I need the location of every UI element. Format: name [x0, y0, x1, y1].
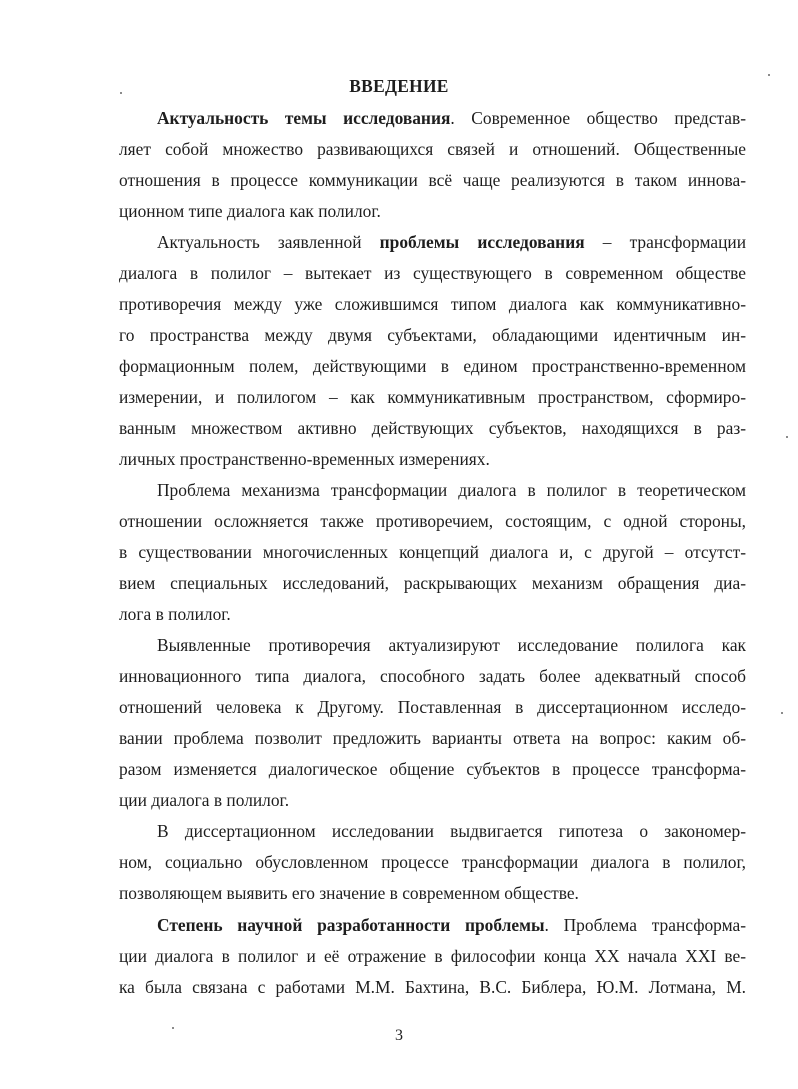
text-line: Актуальность темы исследования. Современное общество представ- — [157, 108, 747, 128]
text-line: ном, социально обусловленном процессе трансформации диалога в полилог, — [119, 852, 746, 872]
text-line: разом изменяется диалогическое общение субъектов в процессе трансформа- — [119, 759, 746, 779]
text-line: противоречия между уже сложившимся типом диалога как коммуникативно- — [119, 294, 746, 314]
text-line: диалога в полилог – вытекает из существующего в современном обществе — [119, 263, 746, 283]
page-title: ВВЕДЕНИЕ — [349, 76, 449, 96]
text-line: измерении, и полилогом – как коммуникативным пространством, сформиро- — [119, 387, 746, 407]
text-line: ции диалога в полилог и её отражение в философии конца XX начала XXI ве- — [119, 946, 746, 966]
text-line: отношений человека к Другому. Поставленная в диссертационном исследо- — [119, 697, 746, 717]
text-line: Проблема механизма трансформации диалога в полилог в теоретическом — [157, 480, 746, 500]
scan-speck — [172, 1027, 174, 1029]
text-line: вием специальных исследований, раскрывающих механизм обращения диа- — [119, 573, 746, 593]
scan-speck — [786, 436, 788, 438]
text-line: личных пространственно-временных измерениях. — [119, 449, 490, 469]
scan-speck — [781, 712, 783, 714]
text-line: ции диалога в полилог. — [119, 790, 290, 810]
text-line: позволяющем выявить его значение в современном обществе. — [119, 883, 579, 903]
text-line: инновационного типа диалога, способного задать более адекватный способ — [119, 666, 746, 686]
bold-heading: Актуальность темы исследования — [157, 108, 451, 128]
text-line: в существовании многочисленных концепций диалога и, с другой – отсутст- — [119, 542, 746, 562]
text-line: отношения в процессе коммуникации всё чаще реализуются в таком иннова- — [119, 170, 746, 190]
text-line: В диссертационном исследовании выдвигается гипотеза о закономер- — [157, 821, 746, 841]
text-line: отношении осложняется также противоречием, состоящим, с одной стороны, — [119, 511, 746, 531]
text-line: вании проблема позволит предложить варианты ответа на вопрос: каким об- — [119, 728, 746, 748]
text-line: ка была связана с работами М.М. Бахтина, В.С. Библера, Ю.М. Лотмана, М. — [119, 977, 746, 997]
text-line: ционном типе диалога как полилог. — [119, 201, 381, 221]
bold-term: проблемы исследования — [379, 232, 585, 252]
scan-speck — [768, 74, 770, 76]
scan-speck — [120, 92, 122, 94]
text-line: Степень научной разработанности проблемы. Проблема трансформа- — [157, 915, 746, 935]
text-line: лога в полилог. — [119, 604, 231, 624]
bold-heading: Степень научной разработанности проблемы — [157, 915, 545, 935]
text-line: Выявленные противоречия актуализируют исследование полилога как — [157, 635, 746, 655]
page-number: 3 — [395, 1027, 403, 1044]
text-line: Актуальность заявленной проблемы исследования – трансформации — [157, 232, 746, 252]
text-line: го пространства между двумя субъектами, обладающими идентичным ин- — [119, 325, 746, 345]
text-line: ляет собой множество развивающихся связей и отношений. Общественные — [119, 139, 746, 159]
text-line: формационным полем, действующими в едином пространственно-временном — [119, 356, 746, 376]
text-line: ванным множеством активно действующих субъектов, находящихся в раз- — [119, 418, 746, 438]
